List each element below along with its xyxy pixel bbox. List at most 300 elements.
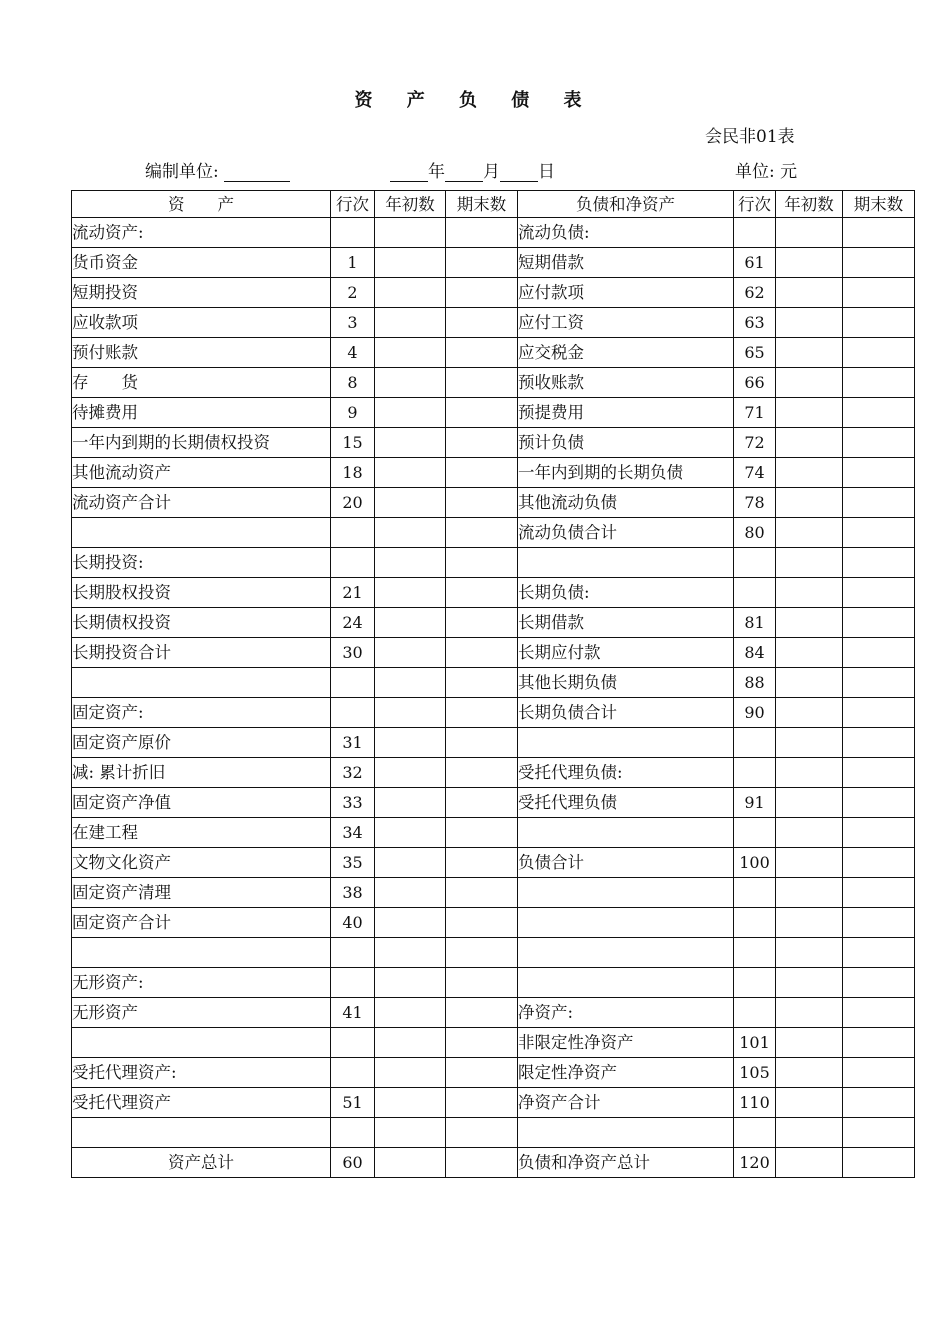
- asset-item-label: 短期投资: [72, 278, 331, 308]
- liability-line-no: [734, 728, 776, 758]
- asset-item-label: 预付账款: [72, 338, 331, 368]
- liability-line-no: 78: [734, 488, 776, 518]
- liability-line-no: [734, 578, 776, 608]
- asset-opening-cell[interactable]: [375, 668, 446, 698]
- liability-item-label: 限定性净资产: [518, 1058, 734, 1088]
- form-code: 会民非01表: [705, 127, 795, 147]
- asset-closing-cell[interactable]: [446, 338, 518, 368]
- liability-opening-cell[interactable]: [776, 488, 843, 518]
- month-blank[interactable]: [445, 163, 483, 182]
- liability-line-no: 81: [734, 608, 776, 638]
- asset-line-no: [331, 1058, 375, 1088]
- asset-item-label: 固定资产净值: [72, 788, 331, 818]
- asset-line-no: 18: [331, 458, 375, 488]
- asset-closing-cell[interactable]: [446, 548, 518, 578]
- liability-opening-cell[interactable]: [776, 1088, 843, 1118]
- asset-opening-cell[interactable]: [375, 218, 446, 248]
- liability-line-no: 72: [734, 428, 776, 458]
- table-row: [72, 728, 915, 758]
- asset-closing-cell[interactable]: [446, 368, 518, 398]
- liability-item-label: [518, 968, 734, 998]
- liability-item-label: 一年内到期的长期负债: [518, 458, 734, 488]
- liability-opening-cell[interactable]: [776, 1058, 843, 1088]
- table-row: [72, 818, 915, 848]
- asset-closing-cell[interactable]: [446, 818, 518, 848]
- table-row: [72, 578, 915, 608]
- asset-item-label: 长期债权投资: [72, 608, 331, 638]
- asset-item-label: [72, 938, 331, 968]
- liability-line-no: 88: [734, 668, 776, 698]
- liability-opening-cell[interactable]: [776, 278, 843, 308]
- table-row: [72, 938, 915, 968]
- report-date: [390, 157, 555, 182]
- liability-closing-cell[interactable]: [843, 1028, 915, 1058]
- liability-opening-cell[interactable]: [776, 1118, 843, 1148]
- liability-item-label: 预提费用: [518, 398, 734, 428]
- liability-line-no: [734, 908, 776, 938]
- balance-sheet-table: [71, 190, 915, 1178]
- asset-line-no: [331, 218, 375, 248]
- liability-opening-cell[interactable]: [776, 698, 843, 728]
- liability-line-no: [734, 218, 776, 248]
- asset-closing-cell[interactable]: [446, 698, 518, 728]
- liability-item-label: 非限定性净资产: [518, 1028, 734, 1058]
- month-label: 月: [483, 162, 500, 182]
- liability-line-no: [734, 938, 776, 968]
- asset-item-label: 流动资产:: [72, 218, 331, 248]
- asset-item-label: 文物文化资产: [72, 848, 331, 878]
- asset-opening-cell[interactable]: [375, 758, 446, 788]
- table-row: [72, 488, 915, 518]
- liability-opening-cell[interactable]: [776, 1028, 843, 1058]
- liability-line-no: 105: [734, 1058, 776, 1088]
- asset-closing-cell[interactable]: [446, 938, 518, 968]
- asset-opening-cell[interactable]: [375, 488, 446, 518]
- asset-line-no: [331, 698, 375, 728]
- asset-opening-cell[interactable]: [375, 1088, 446, 1118]
- asset-item-label: 资产总计: [72, 1148, 331, 1178]
- liability-opening-cell[interactable]: [776, 758, 843, 788]
- liability-closing-cell[interactable]: [843, 698, 915, 728]
- asset-line-no: [331, 518, 375, 548]
- liability-line-no: [734, 968, 776, 998]
- asset-line-no: [331, 1028, 375, 1058]
- table-row: [72, 638, 915, 668]
- liability-line-no: 66: [734, 368, 776, 398]
- liability-closing-cell[interactable]: [843, 548, 915, 578]
- table-row: [72, 848, 915, 878]
- table-row: [72, 788, 915, 818]
- asset-line-no: 34: [331, 818, 375, 848]
- asset-opening-cell[interactable]: [375, 998, 446, 1028]
- asset-line-no: 33: [331, 788, 375, 818]
- liability-opening-cell[interactable]: [776, 878, 843, 908]
- asset-opening-cell[interactable]: [375, 518, 446, 548]
- liability-opening-cell[interactable]: [776, 548, 843, 578]
- asset-item-label: 在建工程: [72, 818, 331, 848]
- asset-closing-cell[interactable]: [446, 398, 518, 428]
- liability-opening-cell[interactable]: [776, 968, 843, 998]
- liability-line-no: 120: [734, 1148, 776, 1178]
- liability-opening-cell[interactable]: [776, 728, 843, 758]
- liability-line-no: [734, 878, 776, 908]
- asset-opening-cell[interactable]: [375, 368, 446, 398]
- asset-opening-cell[interactable]: [375, 338, 446, 368]
- asset-closing-cell[interactable]: [446, 248, 518, 278]
- liability-opening-cell[interactable]: [776, 578, 843, 608]
- table-row: [72, 878, 915, 908]
- day-label: 日: [538, 162, 555, 182]
- table-row: [72, 308, 915, 338]
- liability-line-no: 101: [734, 1028, 776, 1058]
- liability-item-label: 应付款项: [518, 278, 734, 308]
- asset-opening-cell[interactable]: [375, 698, 446, 728]
- liability-closing-cell[interactable]: [843, 968, 915, 998]
- asset-opening-cell[interactable]: [375, 1118, 446, 1148]
- asset-closing-cell[interactable]: [446, 1118, 518, 1148]
- header-line-no: 行次: [331, 191, 375, 218]
- liability-closing-cell[interactable]: [843, 1118, 915, 1148]
- asset-line-no: 21: [331, 578, 375, 608]
- liability-closing-cell[interactable]: [843, 1058, 915, 1088]
- liability-closing-cell[interactable]: [843, 398, 915, 428]
- asset-item-label: 受托代理资产: [72, 1088, 331, 1118]
- liability-opening-cell[interactable]: [776, 938, 843, 968]
- asset-opening-cell[interactable]: [375, 248, 446, 278]
- asset-item-label: 待摊费用: [72, 398, 331, 428]
- liability-closing-cell[interactable]: [843, 218, 915, 248]
- asset-closing-cell[interactable]: [446, 638, 518, 668]
- liability-item-label: 应交税金: [518, 338, 734, 368]
- table-row: [72, 518, 915, 548]
- liability-opening-cell[interactable]: [776, 518, 843, 548]
- asset-closing-cell[interactable]: [446, 758, 518, 788]
- table-row: [72, 998, 915, 1028]
- liability-closing-cell[interactable]: [843, 848, 915, 878]
- year-label: 年: [428, 162, 445, 182]
- liability-closing-cell[interactable]: [843, 608, 915, 638]
- liability-opening-cell[interactable]: [776, 848, 843, 878]
- liability-closing-cell[interactable]: [843, 278, 915, 308]
- asset-line-no: [331, 548, 375, 578]
- asset-line-no: 2: [331, 278, 375, 308]
- asset-line-no: 3: [331, 308, 375, 338]
- asset-item-label: 减: 累计折旧: [72, 758, 331, 788]
- liability-line-no: [734, 758, 776, 788]
- table-row: [72, 278, 915, 308]
- table-row: [72, 338, 915, 368]
- asset-closing-cell[interactable]: [446, 1088, 518, 1118]
- liability-item-label: 净资产:: [518, 998, 734, 1028]
- table-row: [72, 368, 915, 398]
- liability-opening-cell[interactable]: [776, 218, 843, 248]
- liability-closing-cell[interactable]: [843, 668, 915, 698]
- asset-item-label: 货币资金: [72, 248, 331, 278]
- liability-closing-cell[interactable]: [843, 818, 915, 848]
- liability-item-label: 其他长期负债: [518, 668, 734, 698]
- table-row: [72, 1058, 915, 1088]
- asset-opening-cell[interactable]: [375, 938, 446, 968]
- liability-line-no: [734, 998, 776, 1028]
- asset-closing-cell[interactable]: [446, 608, 518, 638]
- liability-item-label: 受托代理负债:: [518, 758, 734, 788]
- asset-item-label: 固定资产合计: [72, 908, 331, 938]
- liability-opening-cell[interactable]: [776, 908, 843, 938]
- header-line-no: 行次: [734, 191, 776, 218]
- liability-line-no: 91: [734, 788, 776, 818]
- liability-item-label: 长期负债合计: [518, 698, 734, 728]
- asset-line-no: 51: [331, 1088, 375, 1118]
- asset-closing-cell[interactable]: [446, 278, 518, 308]
- liability-closing-cell[interactable]: [843, 758, 915, 788]
- asset-item-label: 长期投资:: [72, 548, 331, 578]
- asset-line-no: 15: [331, 428, 375, 458]
- asset-item-label: 存 货: [72, 368, 331, 398]
- asset-opening-cell[interactable]: [375, 968, 446, 998]
- asset-item-label: 无形资产: [72, 998, 331, 1028]
- liability-item-label: 预收账款: [518, 368, 734, 398]
- asset-opening-cell[interactable]: [375, 608, 446, 638]
- liability-item-label: [518, 728, 734, 758]
- asset-opening-cell[interactable]: [375, 788, 446, 818]
- liability-item-label: [518, 908, 734, 938]
- liability-item-label: 长期借款: [518, 608, 734, 638]
- liability-opening-cell[interactable]: [776, 308, 843, 338]
- year-blank[interactable]: [390, 163, 428, 182]
- liability-closing-cell[interactable]: [843, 488, 915, 518]
- asset-line-no: [331, 938, 375, 968]
- table-row: [72, 758, 915, 788]
- asset-closing-cell[interactable]: [446, 668, 518, 698]
- asset-item-label: 固定资产清理: [72, 878, 331, 908]
- asset-closing-cell[interactable]: [446, 458, 518, 488]
- table-header-row: [72, 191, 915, 218]
- header-opening: 年初数: [375, 191, 446, 218]
- liability-item-label: 流动负债合计: [518, 518, 734, 548]
- liability-closing-cell[interactable]: [843, 428, 915, 458]
- table-row: [72, 218, 915, 248]
- liability-item-label: [518, 818, 734, 848]
- preparer-unit-blank[interactable]: [224, 163, 290, 182]
- asset-closing-cell[interactable]: [446, 788, 518, 818]
- asset-opening-cell[interactable]: [375, 458, 446, 488]
- asset-opening-cell[interactable]: [375, 908, 446, 938]
- asset-item-label: [72, 518, 331, 548]
- header-opening: 年初数: [776, 191, 843, 218]
- asset-line-no: 30: [331, 638, 375, 668]
- asset-line-no: 41: [331, 998, 375, 1028]
- preparer-unit-label: 编制单位:: [145, 162, 219, 182]
- liability-closing-cell[interactable]: [843, 638, 915, 668]
- table-row: [72, 968, 915, 998]
- table-row: [72, 668, 915, 698]
- table-row: [72, 1028, 915, 1058]
- asset-line-no: 9: [331, 398, 375, 428]
- liability-opening-cell[interactable]: [776, 338, 843, 368]
- liability-opening-cell[interactable]: [776, 638, 843, 668]
- liability-item-label: 其他流动负债: [518, 488, 734, 518]
- liability-line-no: 100: [734, 848, 776, 878]
- asset-closing-cell[interactable]: [446, 488, 518, 518]
- liability-line-no: [734, 818, 776, 848]
- asset-line-no: 20: [331, 488, 375, 518]
- asset-item-label: 一年内到期的长期债权投资: [72, 428, 331, 458]
- liability-closing-cell[interactable]: [843, 788, 915, 818]
- liability-closing-cell[interactable]: [843, 1088, 915, 1118]
- asset-opening-cell[interactable]: [375, 278, 446, 308]
- liability-item-label: [518, 548, 734, 578]
- asset-item-label: 无形资产:: [72, 968, 331, 998]
- table-row: [72, 248, 915, 278]
- liability-item-label: [518, 878, 734, 908]
- asset-opening-cell[interactable]: [375, 848, 446, 878]
- liability-line-no: 65: [734, 338, 776, 368]
- liability-opening-cell[interactable]: [776, 1148, 843, 1178]
- asset-opening-cell[interactable]: [375, 638, 446, 668]
- liability-line-no: 71: [734, 398, 776, 428]
- asset-closing-cell[interactable]: [446, 218, 518, 248]
- liability-item-label: 应付工资: [518, 308, 734, 338]
- preparer-unit: [145, 157, 290, 182]
- liability-closing-cell[interactable]: [843, 1148, 915, 1178]
- liability-line-no: 74: [734, 458, 776, 488]
- liability-item-label: 预计负债: [518, 428, 734, 458]
- asset-opening-cell[interactable]: [375, 728, 446, 758]
- asset-closing-cell[interactable]: [446, 728, 518, 758]
- liability-opening-cell[interactable]: [776, 428, 843, 458]
- asset-line-no: [331, 968, 375, 998]
- liability-opening-cell[interactable]: [776, 368, 843, 398]
- asset-closing-cell[interactable]: [446, 908, 518, 938]
- asset-closing-cell[interactable]: [446, 878, 518, 908]
- liability-line-no: 63: [734, 308, 776, 338]
- liability-opening-cell[interactable]: [776, 398, 843, 428]
- liability-line-no: 90: [734, 698, 776, 728]
- liability-line-no: [734, 548, 776, 578]
- liability-closing-cell[interactable]: [843, 728, 915, 758]
- asset-opening-cell[interactable]: [375, 548, 446, 578]
- table-row: [72, 548, 915, 578]
- asset-closing-cell[interactable]: [446, 1058, 518, 1088]
- liability-closing-cell[interactable]: [843, 338, 915, 368]
- liability-opening-cell[interactable]: [776, 788, 843, 818]
- asset-opening-cell[interactable]: [375, 1028, 446, 1058]
- table-row: [72, 428, 915, 458]
- header-closing: 期末数: [843, 191, 915, 218]
- header-assets: 资 产: [72, 191, 331, 218]
- asset-line-no: [331, 668, 375, 698]
- liability-item-label: 负债和净资产总计: [518, 1148, 734, 1178]
- liability-closing-cell[interactable]: [843, 248, 915, 278]
- liability-closing-cell[interactable]: [843, 878, 915, 908]
- liability-closing-cell[interactable]: [843, 578, 915, 608]
- asset-closing-cell[interactable]: [446, 518, 518, 548]
- table-body: [72, 218, 915, 1178]
- liability-item-label: 流动负债:: [518, 218, 734, 248]
- asset-line-no: 60: [331, 1148, 375, 1178]
- liability-opening-cell[interactable]: [776, 248, 843, 278]
- liability-line-no: [734, 1118, 776, 1148]
- liability-line-no: 110: [734, 1088, 776, 1118]
- asset-closing-cell[interactable]: [446, 578, 518, 608]
- table-row: [72, 608, 915, 638]
- liability-closing-cell[interactable]: [843, 368, 915, 398]
- liability-closing-cell[interactable]: [843, 518, 915, 548]
- liability-item-label: 受托代理负债: [518, 788, 734, 818]
- asset-line-no: 32: [331, 758, 375, 788]
- liability-opening-cell[interactable]: [776, 818, 843, 848]
- asset-item-label: 长期投资合计: [72, 638, 331, 668]
- asset-line-no: 4: [331, 338, 375, 368]
- liability-opening-cell[interactable]: [776, 668, 843, 698]
- asset-item-label: [72, 1028, 331, 1058]
- liability-item-label: [518, 1118, 734, 1148]
- table-row: [72, 1118, 915, 1148]
- liability-closing-cell[interactable]: [843, 998, 915, 1028]
- liability-closing-cell[interactable]: [843, 908, 915, 938]
- liability-opening-cell[interactable]: [776, 458, 843, 488]
- liability-closing-cell[interactable]: [843, 308, 915, 338]
- asset-closing-cell[interactable]: [446, 848, 518, 878]
- asset-closing-cell[interactable]: [446, 1028, 518, 1058]
- asset-closing-cell[interactable]: [446, 998, 518, 1028]
- table-row: [72, 398, 915, 428]
- asset-closing-cell[interactable]: [446, 308, 518, 338]
- asset-item-label: 长期股权投资: [72, 578, 331, 608]
- liability-item-label: [518, 938, 734, 968]
- asset-closing-cell[interactable]: [446, 968, 518, 998]
- asset-opening-cell[interactable]: [375, 428, 446, 458]
- asset-item-label: 流动资产合计: [72, 488, 331, 518]
- liability-closing-cell[interactable]: [843, 938, 915, 968]
- asset-item-label: [72, 668, 331, 698]
- asset-opening-cell[interactable]: [375, 878, 446, 908]
- asset-opening-cell[interactable]: [375, 1148, 446, 1178]
- asset-item-label: 固定资产:: [72, 698, 331, 728]
- asset-opening-cell[interactable]: [375, 578, 446, 608]
- asset-closing-cell[interactable]: [446, 1148, 518, 1178]
- liability-closing-cell[interactable]: [843, 458, 915, 488]
- liability-line-no: 80: [734, 518, 776, 548]
- asset-item-label: 应收款项: [72, 308, 331, 338]
- asset-closing-cell[interactable]: [446, 428, 518, 458]
- liability-line-no: 62: [734, 278, 776, 308]
- liability-item-label: 负债合计: [518, 848, 734, 878]
- asset-line-no: 8: [331, 368, 375, 398]
- header-liabilities: 负债和净资产: [518, 191, 734, 218]
- asset-opening-cell[interactable]: [375, 308, 446, 338]
- table-row: [72, 1088, 915, 1118]
- liability-line-no: 84: [734, 638, 776, 668]
- liability-opening-cell[interactable]: [776, 608, 843, 638]
- liability-item-label: 长期应付款: [518, 638, 734, 668]
- asset-opening-cell[interactable]: [375, 818, 446, 848]
- asset-item-label: 受托代理资产:: [72, 1058, 331, 1088]
- asset-line-no: [331, 1118, 375, 1148]
- report-title: 资 产 负 债 表: [354, 90, 596, 111]
- asset-item-label: [72, 1118, 331, 1148]
- liability-item-label: 净资产合计: [518, 1088, 734, 1118]
- asset-opening-cell[interactable]: [375, 398, 446, 428]
- liability-opening-cell[interactable]: [776, 998, 843, 1028]
- asset-opening-cell[interactable]: [375, 1058, 446, 1088]
- asset-line-no: 35: [331, 848, 375, 878]
- liability-item-label: 长期负债:: [518, 578, 734, 608]
- asset-line-no: 31: [331, 728, 375, 758]
- liability-line-no: 61: [734, 248, 776, 278]
- currency-unit: 单位: 元: [735, 162, 798, 182]
- day-blank[interactable]: [500, 163, 538, 182]
